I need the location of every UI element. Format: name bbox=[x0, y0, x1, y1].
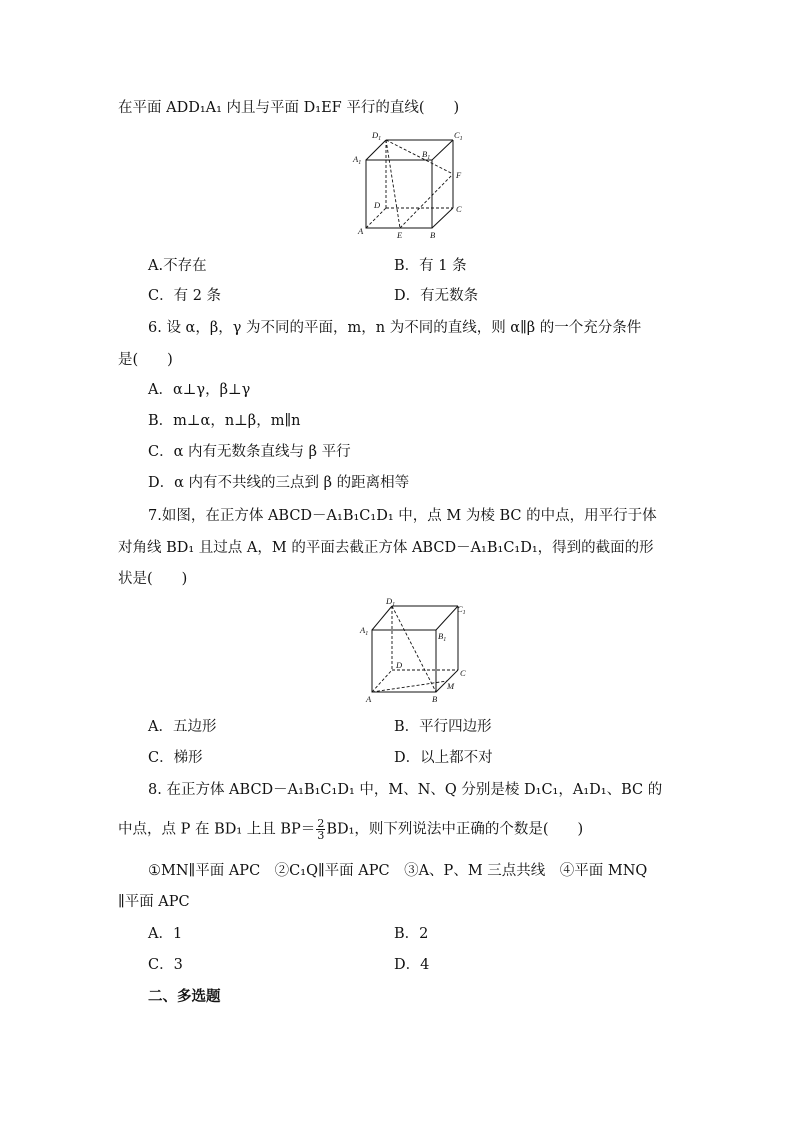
q8-statements-line2: ∥平面 APC bbox=[118, 894, 190, 910]
q5-label-F: F bbox=[456, 170, 462, 180]
q5-label-B: B bbox=[430, 230, 436, 240]
q8-option-c: C．3 bbox=[148, 957, 183, 973]
q6-stem-line1: 6. 设 α，β，γ 为不同的平面，m，n 为不同的直线，则 α∥β 的一个充分条件 bbox=[148, 320, 642, 336]
q8-stem-line2-post: BD₁，则下列说法中正确的个数是( ) bbox=[326, 821, 584, 838]
q6-option-a: A．α⊥γ，β⊥γ bbox=[148, 382, 251, 398]
q7-label-C1: $C_1$ bbox=[457, 604, 466, 616]
q5-label-D: D bbox=[374, 200, 381, 210]
q8-option-b: B．2 bbox=[394, 926, 429, 942]
q5-stem: 在平面 ADD₁A₁ 内且与平面 D₁EF 平行的直线( ) bbox=[118, 100, 460, 116]
q8-option-a: A．1 bbox=[148, 926, 183, 942]
q5-label-B1: $B_1$ bbox=[422, 149, 431, 161]
q6-stem-line2: 是( ) bbox=[118, 352, 173, 368]
q8-fraction-denominator: 3 bbox=[317, 829, 325, 842]
q5-label-E: E bbox=[397, 230, 403, 240]
q6-option-b: B．m⊥α，n⊥β，m∥n bbox=[148, 413, 301, 429]
q7-label-B1: $B_1$ bbox=[438, 631, 447, 643]
q7-option-c: C．梯形 bbox=[148, 750, 203, 766]
q5-label-D1: $D_1$ bbox=[372, 130, 382, 142]
q5-label-A: A bbox=[358, 226, 364, 236]
q7-stem-line2: 对角线 BD₁ 且过点 A，M 的平面去截正方体 ABCD－A₁B₁C₁D₁，得到的截面的形 bbox=[118, 540, 654, 556]
q5-option-c: C．有 2 条 bbox=[148, 288, 222, 304]
q8-stem-line2 bbox=[118, 818, 583, 841]
q7-cube-figure bbox=[356, 596, 476, 708]
q5-cube-figure bbox=[350, 128, 470, 243]
q5-label-C: C bbox=[456, 204, 462, 214]
q8-stem-line2-pre: 中点，点 P 在 BD₁ 上且 BP＝ bbox=[118, 821, 316, 838]
q7-label-D: D bbox=[396, 660, 403, 670]
q8-option-d: D．4 bbox=[394, 957, 430, 973]
q8-fraction-numerator: 2 bbox=[317, 817, 325, 830]
q8-fraction bbox=[316, 818, 325, 841]
q7-label-A: A bbox=[366, 694, 372, 704]
section-heading: 二、多选题 bbox=[148, 988, 221, 1005]
q7-stem-line1: 7.如图，在正方体 ABCD－A₁B₁C₁D₁ 中，点 M 为棱 BC 的中点，用平行于体 bbox=[148, 508, 657, 524]
q7-option-d: D．以上都不对 bbox=[394, 750, 493, 766]
q6-option-c: C．α 内有无数条直线与 β 平行 bbox=[148, 444, 351, 460]
q7-stem-line3: 状是( ) bbox=[118, 571, 188, 587]
q5-option-d: D．有无数条 bbox=[394, 288, 479, 304]
q8-stem-line1: 8. 在正方体 ABCD－A₁B₁C₁D₁ 中，M、N、Q 分别是棱 D₁C₁，A₁D₁、BC 的 bbox=[148, 782, 663, 798]
q5-label-C1: $C_1$ bbox=[454, 130, 463, 142]
q8-statements-line1: ①MN∥平面 APC ②C₁Q∥平面 APC ③A、P、M 三点共线 ④平面 MNQ bbox=[148, 863, 648, 879]
q7-label-M: M bbox=[447, 681, 455, 691]
q7-option-b: B．平行四边形 bbox=[394, 719, 492, 735]
q7-label-B: B bbox=[432, 694, 438, 704]
q5-option-a: A.不存在 bbox=[148, 258, 207, 274]
q7-label-A1: $A_1$ bbox=[360, 625, 369, 637]
q7-option-a: A．五边形 bbox=[148, 719, 217, 735]
q7-label-D1: $D_1$ bbox=[386, 596, 396, 608]
q5-label-A1: $A_1$ bbox=[353, 154, 362, 166]
q6-option-d: D．α 内有不共线的三点到 β 的距离相等 bbox=[148, 475, 410, 491]
q5-option-b: B．有 1 条 bbox=[394, 258, 467, 274]
q7-label-C: C bbox=[460, 668, 466, 678]
